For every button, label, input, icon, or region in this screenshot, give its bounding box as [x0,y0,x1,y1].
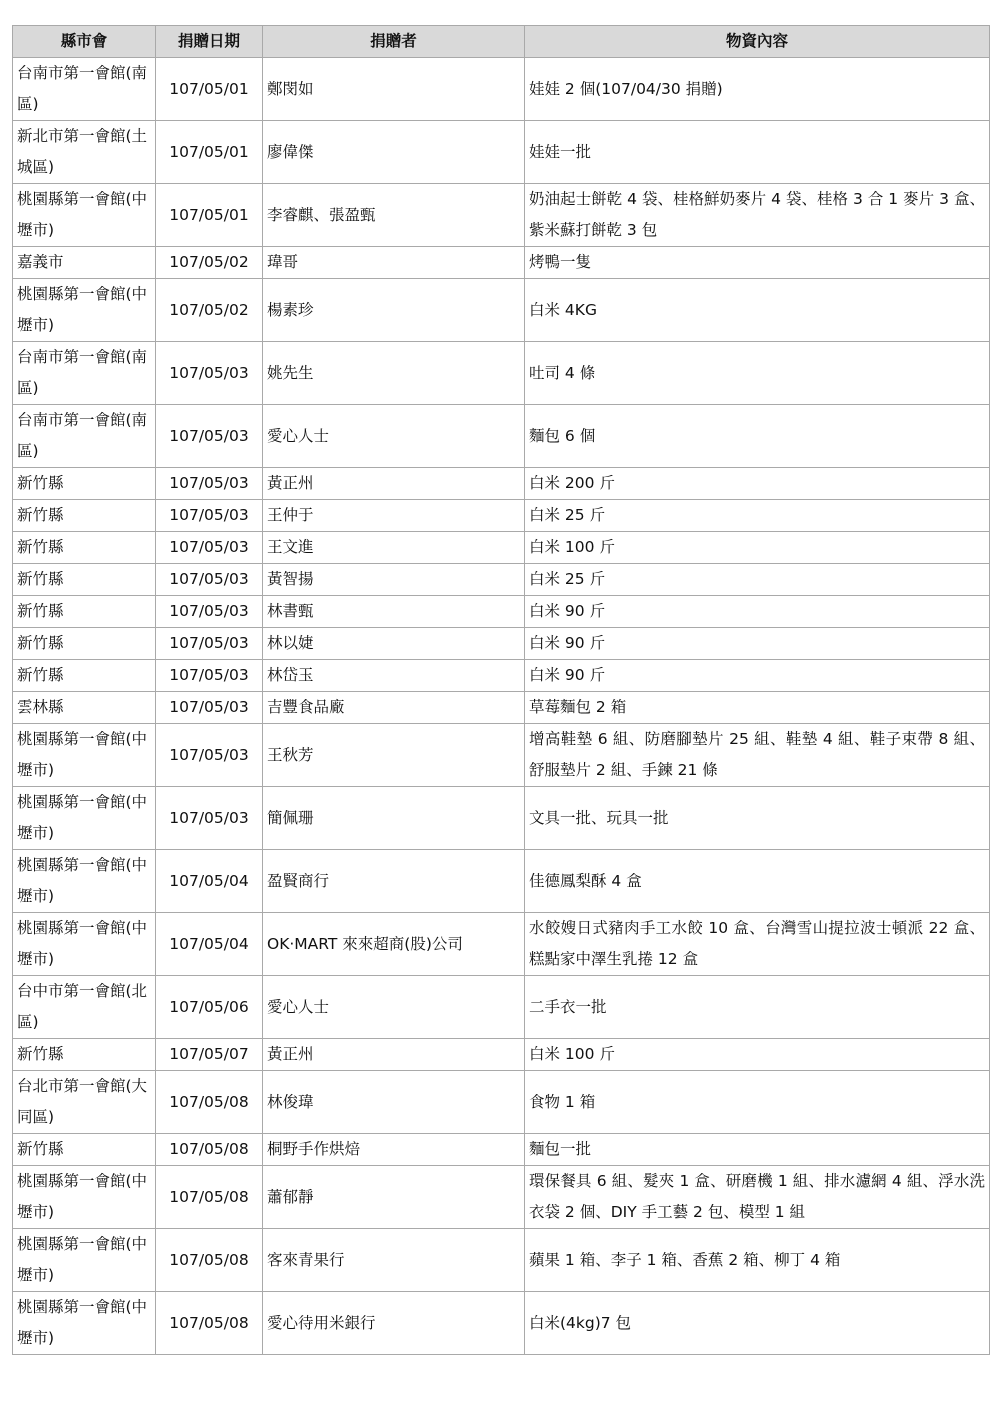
date-cell: 107/05/08 [156,1134,263,1166]
date-cell: 107/05/01 [156,58,263,121]
county-cell: 台南市第一會館(南區) [13,58,156,121]
table-row [13,850,990,913]
date-cell: 107/05/03 [156,564,263,596]
county-cell: 新竹縣 [13,1134,156,1166]
county-cell: 桃園縣第一會館(中壢市) [13,913,156,976]
items-cell: 白米 200 斤 [525,468,990,500]
header-date: 捐贈日期 [156,26,263,58]
table-row [13,58,990,121]
donor-cell: 瑋哥 [263,247,525,279]
table-row [13,532,990,564]
table-row [13,342,990,405]
donor-cell: 姚先生 [263,342,525,405]
date-cell: 107/05/03 [156,596,263,628]
county-cell: 新竹縣 [13,468,156,500]
items-cell: 二手衣一批 [525,976,990,1039]
date-cell: 107/05/01 [156,121,263,184]
donor-cell: 愛心人士 [263,405,525,468]
items-cell: 白米 100 斤 [525,532,990,564]
donor-cell: 林以婕 [263,628,525,660]
donor-cell: 盈賢商行 [263,850,525,913]
county-cell: 新竹縣 [13,532,156,564]
donor-cell: 客來青果行 [263,1229,525,1292]
donor-cell: 蕭郁靜 [263,1166,525,1229]
donor-cell: 黃正州 [263,1039,525,1071]
donor-cell: 桐野手作烘焙 [263,1134,525,1166]
date-cell: 107/05/03 [156,468,263,500]
date-cell: 107/05/03 [156,532,263,564]
date-cell: 107/05/04 [156,913,263,976]
items-cell: 白米(4kg)7 包 [525,1292,990,1355]
items-cell: 增高鞋墊 6 組、防磨腳墊片 25 組、鞋墊 4 組、鞋子束帶 8 組、舒服墊片 2 組、手鍊 21 條 [525,724,990,787]
table-body [13,58,990,1355]
header-items: 物資內容 [525,26,990,58]
table-row [13,976,990,1039]
items-cell: 食物 1 箱 [525,1071,990,1134]
donor-cell: 王文進 [263,532,525,564]
county-cell: 新竹縣 [13,564,156,596]
items-cell: 文具一批、玩具一批 [525,787,990,850]
items-cell: 蘋果 1 箱、李子 1 箱、香蕉 2 箱、柳丁 4 箱 [525,1229,990,1292]
table-row [13,724,990,787]
county-cell: 桃園縣第一會館(中壢市) [13,1166,156,1229]
table-row [13,468,990,500]
county-cell: 台北市第一會館(大同區) [13,1071,156,1134]
date-cell: 107/05/08 [156,1292,263,1355]
date-cell: 107/05/03 [156,660,263,692]
table-row [13,500,990,532]
donation-table [12,25,990,1355]
county-cell: 台南市第一會館(南區) [13,405,156,468]
date-cell: 107/05/03 [156,405,263,468]
county-cell: 台南市第一會館(南區) [13,342,156,405]
date-cell: 107/05/03 [156,628,263,660]
county-cell: 新竹縣 [13,660,156,692]
date-cell: 107/05/02 [156,247,263,279]
items-cell: 白米 100 斤 [525,1039,990,1071]
donor-cell: 吉豐食品廠 [263,692,525,724]
table-row [13,1071,990,1134]
donor-cell: 林岱玉 [263,660,525,692]
table-row [13,660,990,692]
date-cell: 107/05/03 [156,692,263,724]
items-cell: 娃娃一批 [525,121,990,184]
date-cell: 107/05/03 [156,787,263,850]
items-cell: 白米 25 斤 [525,564,990,596]
county-cell: 桃園縣第一會館(中壢市) [13,850,156,913]
items-cell: 娃娃 2 個(107/04/30 捐贈) [525,58,990,121]
county-cell: 雲林縣 [13,692,156,724]
county-cell: 新竹縣 [13,500,156,532]
donor-cell: 王秋芳 [263,724,525,787]
donor-cell: 愛心待用米銀行 [263,1292,525,1355]
county-cell: 新竹縣 [13,596,156,628]
donor-cell: 楊素珍 [263,279,525,342]
county-cell: 桃園縣第一會館(中壢市) [13,1229,156,1292]
table-row [13,692,990,724]
table-row [13,279,990,342]
header-county: 縣市會 [13,26,156,58]
items-cell: 吐司 4 條 [525,342,990,405]
county-cell: 桃園縣第一會館(中壢市) [13,279,156,342]
table-row [13,596,990,628]
items-cell: 奶油起士餅乾 4 袋、桂格鮮奶麥片 4 袋、桂格 3 合 1 麥片 3 盒、紫米蘇打餅乾 3 包 [525,184,990,247]
table-row [13,247,990,279]
items-cell: 佳德鳳梨酥 4 盒 [525,850,990,913]
items-cell: 白米 90 斤 [525,596,990,628]
donor-cell: 黃智揚 [263,564,525,596]
donor-cell: OK‧MART 來來超商(股)公司 [263,913,525,976]
donor-cell: 廖偉傑 [263,121,525,184]
table-row [13,1292,990,1355]
county-cell: 桃園縣第一會館(中壢市) [13,787,156,850]
table-row [13,184,990,247]
items-cell: 白米 90 斤 [525,660,990,692]
county-cell: 桃園縣第一會館(中壢市) [13,184,156,247]
items-cell: 水餃嫂日式豬肉手工水餃 10 盒、台灣雪山提拉波士頓派 22 盒、糕點家中澤生乳捲 12 盒 [525,913,990,976]
donor-cell: 李睿麒、張盈甄 [263,184,525,247]
donor-cell: 黃正州 [263,468,525,500]
county-cell: 新竹縣 [13,628,156,660]
donor-cell: 簡佩珊 [263,787,525,850]
date-cell: 107/05/01 [156,184,263,247]
donor-cell: 林書甄 [263,596,525,628]
date-cell: 107/05/07 [156,1039,263,1071]
items-cell: 白米 4KG [525,279,990,342]
county-cell: 桃園縣第一會館(中壢市) [13,724,156,787]
county-cell: 桃園縣第一會館(中壢市) [13,1292,156,1355]
date-cell: 107/05/04 [156,850,263,913]
header-row [13,26,990,58]
items-cell: 麵包一批 [525,1134,990,1166]
date-cell: 107/05/03 [156,500,263,532]
county-cell: 新竹縣 [13,1039,156,1071]
table-row [13,1166,990,1229]
items-cell: 白米 90 斤 [525,628,990,660]
items-cell: 白米 25 斤 [525,500,990,532]
county-cell: 新北市第一會館(土城區) [13,121,156,184]
date-cell: 107/05/08 [156,1229,263,1292]
table-row [13,913,990,976]
county-cell: 嘉義市 [13,247,156,279]
table-row [13,1134,990,1166]
donor-cell: 林俊瑋 [263,1071,525,1134]
items-cell: 草莓麵包 2 箱 [525,692,990,724]
date-cell: 107/05/02 [156,279,263,342]
donor-cell: 愛心人士 [263,976,525,1039]
items-cell: 環保餐具 6 組、髮夾 1 盒、研磨機 1 組、排水濾網 4 組、浮水洗衣袋 2 個、DIY 手工藝 2 包、模型 1 組 [525,1166,990,1229]
header-donor: 捐贈者 [263,26,525,58]
table-row [13,121,990,184]
date-cell: 107/05/06 [156,976,263,1039]
table-row [13,1039,990,1071]
table-row [13,405,990,468]
table-row [13,787,990,850]
table-row [13,628,990,660]
table-row [13,564,990,596]
donor-cell: 王仲于 [263,500,525,532]
date-cell: 107/05/08 [156,1166,263,1229]
items-cell: 烤鴨一隻 [525,247,990,279]
date-cell: 107/05/03 [156,342,263,405]
date-cell: 107/05/08 [156,1071,263,1134]
table-row [13,1229,990,1292]
donor-cell: 鄭閔如 [263,58,525,121]
date-cell: 107/05/03 [156,724,263,787]
items-cell: 麵包 6 個 [525,405,990,468]
county-cell: 台中市第一會館(北區) [13,976,156,1039]
